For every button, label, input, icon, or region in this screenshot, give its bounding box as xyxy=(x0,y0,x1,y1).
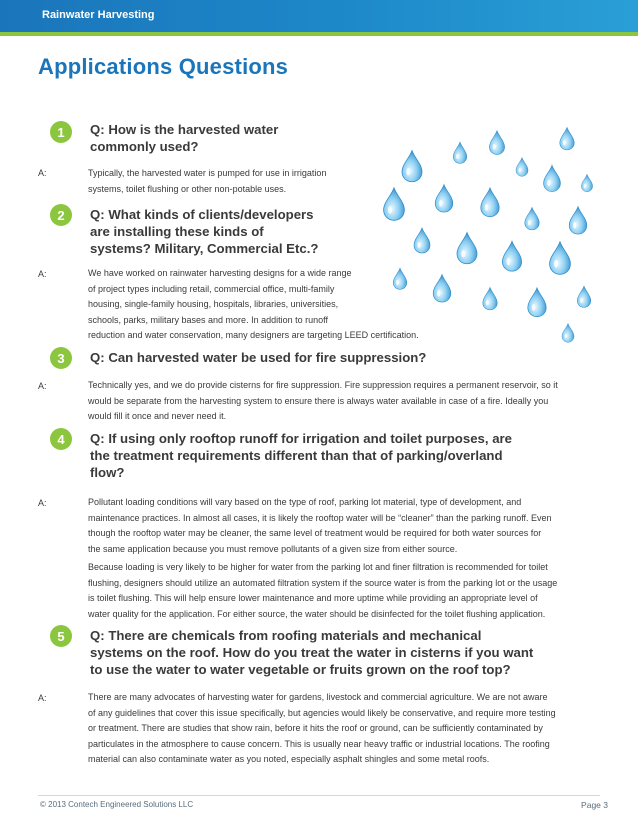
question-number-1: 1 xyxy=(50,121,72,143)
answer-4-paragraph-1: Pollutant loading conditions will vary based on the type of roof, parking lot material, type of development, and maintenance practices. In almost all cases, it is likely the rooftop water will be “cleaner” than the parking runoff. Even though the rooftop water may be cleaner, the same level of treatment would be required for both water sources for the same application because you must remove pollutants of a given size from either source. xyxy=(88,497,552,554)
question-1: Q: How is the harvested water commonly used? xyxy=(90,122,279,154)
answer-4-paragraph-2: Because loading is very likely to be higher for water from the parking lot and finer filtration is recommended for toilet flushing, designers should utilize an automated filtration system if the source water is from the parking lot or the usage is toilet flushing. This will help ensure lower maintenance and more uptime while providing an appropriate level of water quality for the application. For either source, the water should be disinfected for the toilet flushing application. xyxy=(88,562,558,619)
answer-5: There are many advocates of harvesting water for gardens, livestock and commercial agriculture. We are not aware of any guidelines that cover this issue specifically, but agencies would likely be conservative, and require more testing or treatment. There are studies that show rain, before it hits the roof or ground, can be sufficiently contaminated by particulates in the atmosphere to cause concern. This is usually near heavy traffic or industrial locations. The roofing material can also contaminate water as you noted, especially asphalt shingles and some metal roofs. xyxy=(88,692,556,765)
water-drops-illustration xyxy=(372,120,602,350)
question-number-3: 3 xyxy=(50,347,72,369)
header-accent-line xyxy=(0,32,638,36)
answer-label-2: A: xyxy=(38,269,47,279)
answer-3: Technically yes, and we do provide cisterns for fire suppression. Fire suppression requires a permanent reservoir, so it would be separate from the harvesting system to ensure there is always water available in case of a fire. Ideally you would fill it once and never need it. xyxy=(88,380,558,422)
answer-label-4: A: xyxy=(38,498,47,508)
drop-group xyxy=(384,127,593,342)
answer-label-5: A: xyxy=(38,693,47,703)
question-4: Q: If using only rooftop runoff for irrigation and toilet purposes, are the treatment requirements different than that of parking/overland flow? xyxy=(90,431,512,480)
question-number-2: 2 xyxy=(50,204,72,226)
answer-1: Typically, the harvested water is pumped for use in irrigation systems, toilet flushing or other non-potable uses. xyxy=(88,168,327,194)
header-label: Rainwater Harvesting xyxy=(42,9,155,21)
footer-copyright: © 2013 Contech Engineered Solutions LLC xyxy=(40,800,194,809)
page-number: Page 3 xyxy=(581,800,608,810)
question-number-5: 5 xyxy=(50,625,72,647)
answer-2: We have worked on rainwater harvesting designs for a wide range of project types including retail, commercial office, multi-family housing, single-family housing, hospitals, libraries, universities, schools, parks, military bases and more. In addition to runoff reduction and water conservation, many designers are targeting LEED certification. xyxy=(88,268,419,341)
question-number-4: 4 xyxy=(50,428,72,450)
header-bar xyxy=(0,0,638,32)
question-3: Q: Can harvested water be used for fire suppression? xyxy=(90,350,427,365)
answer-label-1: A: xyxy=(38,168,47,178)
question-2: Q: What kinds of clients/developers are installing these kinds of systems? Military, Commercial Etc.? xyxy=(90,207,319,256)
footer-divider xyxy=(38,795,600,796)
question-5: Q: There are chemicals from roofing materials and mechanical systems on the roof. How do you treat the water in cisterns if you want to use the water to water vegetable or fruits grown on the roof top? xyxy=(90,628,534,677)
answer-label-3: A: xyxy=(38,381,47,391)
page-title: Applications Questions xyxy=(38,54,289,79)
